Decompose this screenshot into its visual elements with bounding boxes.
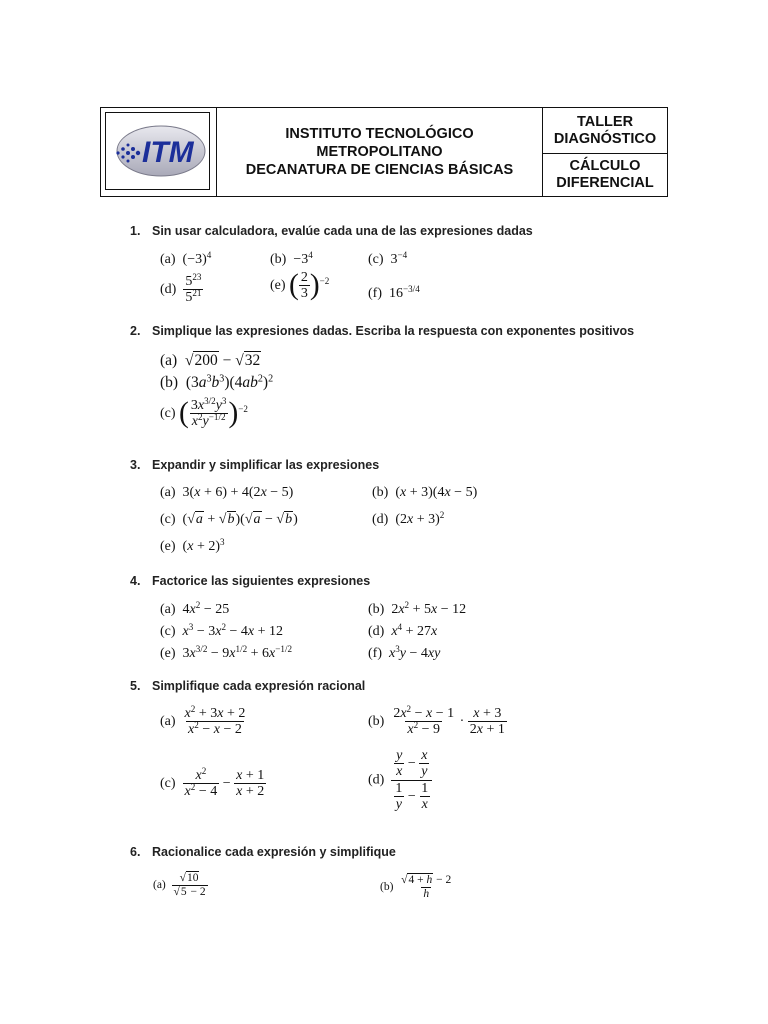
question-number: 1. xyxy=(130,224,141,238)
question-3 xyxy=(130,458,379,472)
logo-frame xyxy=(105,112,210,190)
exercise-5d: (d) $\frac{y}{x}$ − $\frac{x}{y}$ $\frac{1}{y}$ − $\frac{1}{x}$ xyxy=(368,748,432,813)
exercise-4d: (d) $x^4 + 27x$ xyxy=(368,622,438,639)
exercise-2b: (b) $(3a^3b^3)(4ab^2)^2$ xyxy=(160,373,274,391)
workshop-type-line-2: DIAGNÓSTICO xyxy=(553,130,657,147)
question-text: Racionalice cada expresión y simplifique xyxy=(152,845,396,859)
course-info xyxy=(543,108,667,196)
question-number: 2. xyxy=(130,324,141,338)
exercise-1a: (a) $(-3)^4$ xyxy=(160,250,212,267)
title-line-3: DECANATURA DE CIENCIAS BÁSICAS xyxy=(245,162,514,178)
exercise-1e: (e) ( $\frac{2}{3}$ )$^{-2}$ xyxy=(270,269,330,302)
workshop-type-line-1: TALLER xyxy=(576,113,634,130)
logo-text: ITM xyxy=(142,136,194,169)
exercise-4c: (c) $x^3 - 3x^2 - 4x + 12$ xyxy=(160,622,284,639)
exercise-6a: (a) $\frac{√10}{√5 - 2}$ xyxy=(153,872,206,898)
exercise-5b: (b) $\frac{2x^2 - x - 1}{x^2 - 9}$ · $\frac{x + 3}{2x + 1}$ xyxy=(368,704,505,738)
question-number: 3. xyxy=(130,458,141,472)
exercise-4b: (b) $2x^2 + 5x - 12$ xyxy=(368,600,467,617)
exercise-6b: (b) $\frac{√4 + h - 2}{h}$ xyxy=(380,874,452,900)
exercise-1b: $(b) -3^4$ xyxy=(270,250,313,267)
exercise-3e: (e) $(x + 2)^3$ xyxy=(160,537,225,554)
exercise-3a: (a) 3(x + 6) + 4(2x − 5) xyxy=(160,485,294,500)
question-text: Expandir y simplificar las expresiones xyxy=(152,458,380,472)
question-4 xyxy=(130,574,370,588)
workshop-type xyxy=(543,108,667,154)
exercise-2c: (c) ( $\frac{3x^{3/2}y^3}{x^2y^{-1/2}}$ )$^{-2}$ xyxy=(160,396,248,430)
course-name xyxy=(543,154,667,196)
question-2 xyxy=(130,324,634,338)
header-table xyxy=(100,107,668,197)
course-name-line-1: CÁLCULO xyxy=(569,158,641,174)
question-1 xyxy=(130,224,533,238)
itm-logo xyxy=(106,113,209,189)
logo-cell xyxy=(101,108,217,196)
course-name-line-2: DIFERENCIAL xyxy=(556,175,654,191)
title-line-1: INSTITUTO TECNOLÓGICO xyxy=(285,126,474,142)
question-number: 4. xyxy=(130,574,141,588)
question-number: 6. xyxy=(130,845,141,859)
institution-title xyxy=(217,108,543,196)
exercise-5c: (c) $\frac{x^2}{x^2 - 4}$ − $\frac{x + 1}{x + 2}$ xyxy=(160,766,265,800)
question-text: Simplifique cada expresión racional xyxy=(152,679,366,693)
exercise-1c: (c) $3^{-4}$ xyxy=(368,250,408,267)
question-text: Factorice las siguientes expresiones xyxy=(152,574,371,588)
question-number: 5. xyxy=(130,679,141,693)
question-text: Sin usar calculadora, evalúe cada una de las expresiones dadas xyxy=(152,224,533,238)
exercise-3d: (d) $(2x + 3)^2$ xyxy=(372,510,445,527)
exercise-2a: (a) √200 − √32 xyxy=(160,352,261,369)
exercise-4e: (e) $3x^{3/2} - 9x^{1/2} + 6x^{-1/2}$ xyxy=(160,644,293,661)
exercise-3b: (b) (x + 3)(4x − 5) xyxy=(372,485,478,500)
exercise-3c: (c) (√a + √b)(√a − √b) xyxy=(160,512,298,527)
exercise-4a: (a) $4x^2 - 25$ xyxy=(160,600,230,617)
exercise-1f: (f) $16^{-3/4}$ xyxy=(368,284,420,301)
exercise-4f: (f) $x^3y - 4xy$ xyxy=(368,644,441,661)
exercise-5a: (a) $\frac{x^2 + 3x + 2}{x^2 - x - 2}$ xyxy=(160,704,246,738)
question-text: Simplique las expresiones dadas. Escriba la respuesta con exponentes positivos xyxy=(152,324,635,338)
exercise-1d: (d) $\frac{5^{23}}{5^{21}}$ xyxy=(160,272,202,306)
question-5 xyxy=(130,679,365,693)
title-line-2: METROPOLITANO xyxy=(316,144,443,160)
question-6 xyxy=(130,845,396,859)
